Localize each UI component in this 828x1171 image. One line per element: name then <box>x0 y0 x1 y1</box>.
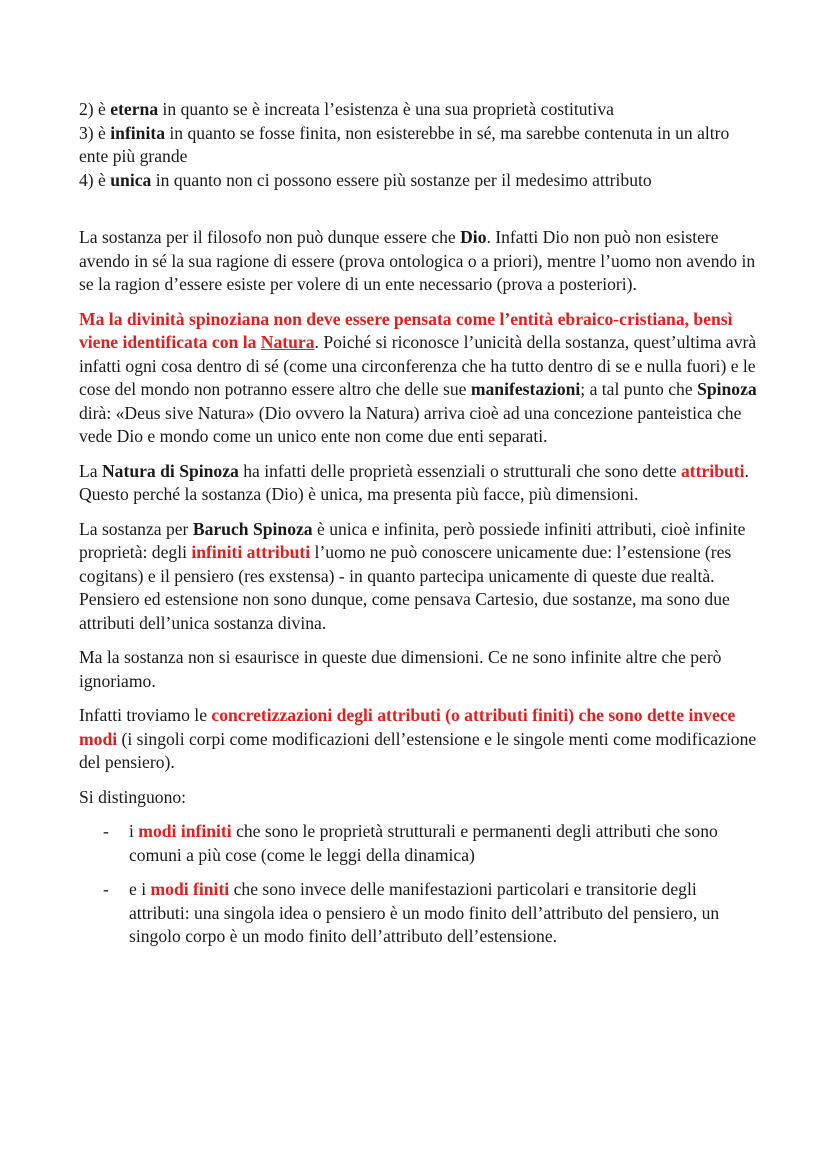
paragraph-si-distinguono: Si distinguono: <box>79 786 187 807</box>
modi-list <box>79 820 758 949</box>
paragraph-natura: Ma la divinità spinoziana non deve essere pensata come l’entità ebraico-cristiana, bensì viene identificata con la Natura. Poiché si riconosce l’unicità della sostanza, quest’ultima avrà infatti ogni cosa dentro di sé (come una circonferenza che ha tutto dentro di se e nulla fuori) e le cose del mondo non potranno essere altro che delle sue manifestazioni; a tal punto che Spinoza dirà: «Deus sive Natura» (Dio ovvero la Natura) arriva cioè ad una concezione panteistica che vede Dio e mondo come un unico ente non come due enti separati. <box>79 308 757 446</box>
list-item-eterna: 2) è eterna in quanto se è increata l’esistenza è una sua proprietà costitutiva <box>79 99 614 119</box>
paragraph-dio: La sostanza per il filosofo non può dunque essere che Dio. Infatti Dio non può non esistere avendo in sé la sua ragione di essere (prova ontologica o a priori), mentre l’uomo non avendo in se la ragion d’essere esiste per volere di un ente necessario (prova a posteriori). <box>79 227 756 294</box>
paragraph-baruch-spinoza: La sostanza per Baruch Spinoza è unica e infinita, però possiede infiniti attributi, cioè infinite proprietà: degli infiniti attributi l’uomo ne può conoscere unicamente due: l’estensione (res cogitans) e il pensiero (res exstensa) - in quanto partecipa unicamente di queste due realtà. Pensiero ed estensione non sono dunque, come pensava Cartesio, due sostanze, ma sono due attributi dell’unica sostanza divina. <box>79 518 746 633</box>
list-item-infinita: 3) è infinita in quanto se fosse finita, non esisterebbe in sé, ma sarebbe contenuta in un altro ente più grande <box>79 122 730 166</box>
list-item-unica: 4) è unica in quanto non ci possono essere più sostanze per il medesimo attributo <box>79 169 652 190</box>
paragraph-modi: Infatti troviamo le concretizzazioni degli attributi (o attributi finiti) che sono dette invece modi (i singoli corpi come modificazioni dell’estensione e le singole menti come modificazione del pensiero). <box>79 705 757 772</box>
list-item-modi-infiniti: - i modi infiniti che sono le proprietà strutturali e permanenti degli attributi che sono comuni a più cose (come le leggi della dinamica) <box>103 821 718 865</box>
list-item-modi-finiti: - e i modi finiti che sono invece delle manifestazioni particolari e transitorie degli attributi: una singola idea o pensiero è un modo finito dell’attributo del pensiero, un singolo corpo è un modo finito dell’attributo dell’estensione. <box>103 879 720 946</box>
dash-bullet: - <box>103 879 109 899</box>
properties-list <box>79 98 758 192</box>
paragraph-attributi: La Natura di Spinoza ha infatti delle proprietà essenziali o strutturali che sono dette attributi. Questo perché la sostanza (Dio) è unica, ma presenta più facce, più dimensioni. <box>79 460 749 504</box>
paragraph-dimensioni: Ma la sostanza non si esaurisce in queste due dimensioni. Ce ne sono infinite altre che però ignoriamo. <box>79 647 722 691</box>
dash-bullet: - <box>103 821 109 841</box>
